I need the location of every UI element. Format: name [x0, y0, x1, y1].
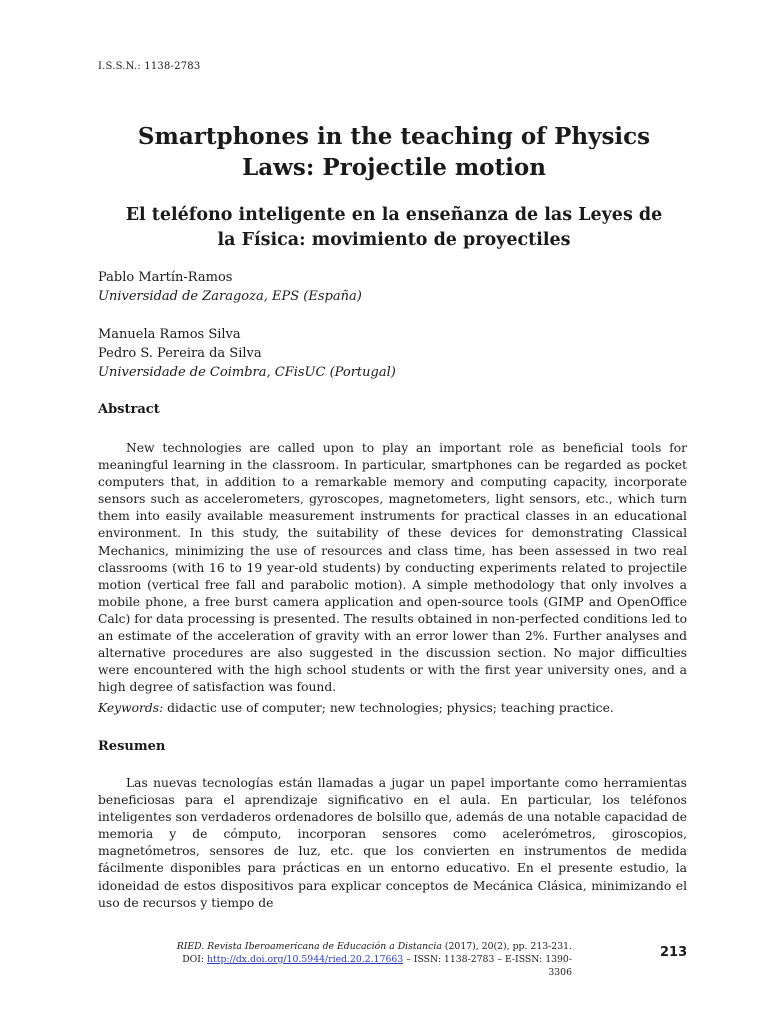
issn-header: I.S.S.N.: 1138-2783 [98, 61, 201, 72]
keywords [98, 700, 690, 717]
authors-block [98, 268, 690, 401]
abstract-heading: Abstract [98, 402, 160, 417]
author-group-1 [98, 268, 690, 306]
title-spanish [98, 203, 690, 253]
footer [160, 940, 572, 979]
author-affiliation: Universidade de Coimbra, CFisUC (Portugal) [98, 365, 396, 380]
abstract-text: New technologies are called upon to play an important role as beneficial tools for meaningful learning in the classroom. In particular, smartphones can be regarded as pocket computers that, in addition to a remarkable memory and computing capacity, incorporate sensors such as accelerometers, gyroscopes, magnetometers, light sensors, etc., which turn them into easily available measurement instruments for practical classes in an educational environment. In this study, the suitability of these devices for demonstrating Classical Mechanics, minimizing the use of resources and class time, has been assessed in two real classrooms (with 16 to 19 year-old students) by conducting experiments related to projectile motion (vertical free fall and parabolic motion). A simple methodology that only involves a mobile phone, a free burst camera application and open-source tools (GIMP and OpenOffice Calc) for data processing is presented. The results obtained in non-perfected conditions led to an estimate of the acceleration of gravity with an error lower than 2%. Further analyses and alternative procedures are also suggested in the discussion section. No major difficulties were encountered with the high school students or with the first year university ones, and a high degree of satisfaction was found. [98, 441, 687, 695]
citation-details: (2017), 20(2), pp. 213-231. [441, 941, 572, 952]
resumen-text: Las nuevas tecnologías están llamadas a jugar un papel importante como herramientas beneficiosas para el aprendizaje significativo en el aula. En particular, los teléfonos inteligentes son verdaderos ordenadores de bolsillo que, además de una notable capacidad de memoria y de cómputo, incorporan sensores como acelerómetros, giroscopios, magnetómetros, sensores de luz, etc. que los convierten en instrumentos de medida fácilmente disponibles para prácticas en un entorno educativo. En el presente estudio, la idoneidad de estos dispositivos para explicar conceptos de Mecánica Clásica, minimizando el uso de recursos y tiempo de [98, 776, 687, 910]
author-name: Pedro S. Pereira da Silva [98, 346, 262, 361]
author-group-2 [98, 325, 690, 382]
author-name: Pablo Martín-Ramos [98, 270, 233, 285]
footer-citation-line [160, 940, 572, 953]
author-name: Manuela Ramos Silva [98, 327, 241, 342]
title-english-line-2: Laws: Projectile motion [242, 154, 546, 181]
title-english-line-1: Smartphones in the teaching of Physics [137, 123, 651, 150]
issn-line: – ISSN: 1138-2783 – E-ISSN: 1390-3306 [403, 954, 572, 978]
title-spanish-line-1: El teléfono inteligente en la enseñanza de las Leyes de [125, 205, 663, 225]
keywords-text: didactic use of computer; new technologies; physics; teaching practice. [163, 701, 614, 715]
doi-label: DOI: [182, 954, 208, 965]
title-spanish-line-2: la Física: movimiento de proyectiles [217, 230, 571, 250]
footer-doi-line [160, 953, 572, 979]
page-number: 213 [660, 945, 688, 960]
title-english [98, 121, 690, 183]
doi-link[interactable]: http://dx.doi.org/10.5944/ried.20.2.17663 [207, 954, 404, 965]
author-affiliation: Universidad de Zaragoza, EPS (España) [98, 289, 362, 304]
journal-name: RIED. Revista Iberoamericana de Educación a Distancia [176, 941, 442, 952]
resumen-heading: Resumen [98, 739, 166, 754]
keywords-label: Keywords: [98, 701, 164, 715]
